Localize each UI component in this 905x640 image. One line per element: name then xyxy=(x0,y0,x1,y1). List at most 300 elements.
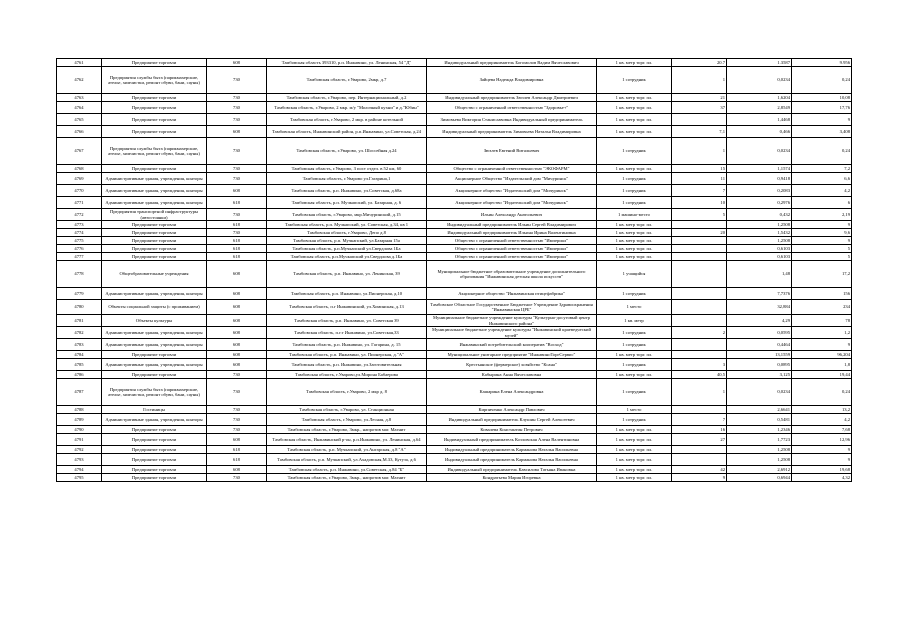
annual-volume-cell: 2,6912 xyxy=(727,466,792,474)
annual-volume-cell: 4,29 xyxy=(727,315,792,327)
record-number-cell: 4775 xyxy=(57,237,102,245)
calculation-unit-cell: 1 сотрудник xyxy=(597,379,672,406)
table-row xyxy=(57,359,852,371)
organization-name-cell: Ильин Александр Анатольевич xyxy=(427,209,597,221)
calculation-unit-cell: 1 кв. метр торг. пл. xyxy=(597,371,672,379)
record-number-cell: 4767 xyxy=(57,138,102,165)
annual-volume-cell: 1,6204 xyxy=(727,94,792,102)
organization-name-cell: Инжавинский потребительский кооператив "Восход" xyxy=(427,339,597,351)
organization-name-cell: Акционерное общество "Инжавинская птицефабрика" xyxy=(427,288,597,300)
organization-name-cell: Индивидуальный предприниматель Ильин Сергей Владимирович xyxy=(427,221,597,229)
unit-quantity-cell xyxy=(672,261,727,288)
organization-name-cell: Акционерное общество "Издательский дом "Мичуринск" xyxy=(427,197,597,209)
calculation-unit-cell: 1 сотрудник xyxy=(597,288,672,300)
calculation-unit-cell: 1 кв. метр торг. пл. xyxy=(597,474,672,482)
calculation-unit-cell: 1 кв. метр торг. пл. xyxy=(597,102,672,114)
unit-quantity-cell xyxy=(672,221,727,229)
calculation-unit-cell: 1 сотрудник xyxy=(597,67,672,94)
organization-name-cell: Ковалева Константин Петрович xyxy=(427,426,597,434)
object-category-cell: Предприятия службы быта (парикмахерские, ателье, химчистки, ремонт обуви, бани, сауны) xyxy=(102,67,207,94)
record-number-cell: 4786 xyxy=(57,371,102,379)
annual-volume-cell: 32,884 xyxy=(727,300,792,315)
annual-norm-cell: 9,6 xyxy=(792,229,852,237)
table-row xyxy=(57,102,852,114)
annual-norm-cell: 2,19 xyxy=(792,209,852,221)
unit-quantity-cell: 1 xyxy=(672,138,727,165)
municipality-code-cell: 608 xyxy=(207,300,267,315)
record-number-cell: 4763 xyxy=(57,94,102,102)
annual-norm-cell: 9 xyxy=(792,237,852,245)
annual-volume-cell: 0,2083 xyxy=(727,185,792,197)
record-number-cell: 4761 xyxy=(57,59,102,67)
record-number-cell: 4779 xyxy=(57,288,102,300)
annual-norm-cell: 19,68 xyxy=(792,466,852,474)
object-category-cell: Предприятие торговли xyxy=(102,454,207,466)
calculation-unit-cell: 1 кв. метр торг. пл. xyxy=(597,351,672,359)
object-category-cell: Предприятие торговли xyxy=(102,434,207,446)
organization-name-cell: Зимовьева Виктория Станиславовна Индивидуальный предприниматель xyxy=(427,114,597,126)
object-category-cell: Предприятие торговли xyxy=(102,245,207,253)
table-row xyxy=(57,126,852,138)
object-address-cell: Тамбовская область, г.Уварово, ул.Лесная, д.8 xyxy=(267,414,427,426)
unit-quantity-cell xyxy=(672,288,727,300)
object-address-cell: Тамбовская область, р.п. Мучкапский, ул. Советская, д.34, кв 1 xyxy=(267,221,427,229)
record-number-cell: 4773 xyxy=(57,221,102,229)
object-address-cell: Тамбовская область, г.Уварово, 2мкр, д.7 xyxy=(267,67,427,94)
object-address-cell: Тамбовская область, р.п.Мучкапский ул.Свердлова д.1Ба xyxy=(267,253,427,261)
object-address-cell: Тамбовская область, г.Уварово, 2 мкр д. 8 xyxy=(267,379,427,406)
unit-quantity-cell: 9 xyxy=(672,474,727,482)
unit-quantity-cell: 7 xyxy=(672,185,727,197)
unit-quantity-cell: 1 xyxy=(672,379,727,406)
object-address-cell: Тамбовская область, р.п. Инжавино, ул.Советская, д.84 "Б" xyxy=(267,466,427,474)
table-row xyxy=(57,315,852,327)
annual-norm-cell: 5 xyxy=(792,245,852,253)
organization-name-cell: Индивидуальный предприниматель Карманова Наталья Васильевна xyxy=(427,446,597,454)
record-number-cell: 4762 xyxy=(57,67,102,94)
object-category-cell: Административные здания, учреждения, конторы xyxy=(102,359,207,371)
organization-name-cell: Кондратьева Мария Игоревна xyxy=(427,474,597,482)
annual-norm-cell: 17,76 xyxy=(792,102,852,114)
object-address-cell: Тамбовская область, р.п. Инжавино, ул. Ленинская, 39 xyxy=(267,261,427,288)
table-row xyxy=(57,446,852,454)
annual-norm-cell: 0,24 xyxy=(792,138,852,165)
annual-norm-cell: 7,68 xyxy=(792,426,852,434)
unit-quantity-cell xyxy=(672,245,727,253)
annual-volume-cell: 13,1559 xyxy=(727,351,792,359)
record-number-cell: 4770 xyxy=(57,185,102,197)
table-row xyxy=(57,351,852,359)
record-number-cell: 4792 xyxy=(57,446,102,454)
calculation-unit-cell: 1 кв. метр торг. пл. xyxy=(597,454,672,466)
calculation-unit-cell: 1 кв. метр торг. пл. xyxy=(597,466,672,474)
object-category-cell: Предприятие торговли xyxy=(102,426,207,434)
object-category-cell: Общеобразовательные учреждения xyxy=(102,261,207,288)
organization-name-cell: Индивидуальный предприниматель Карманова Наталья Васильевна xyxy=(427,454,597,466)
object-address-cell: Тамбовская область, р.п.Мучкапский ул.Свердлова 1Ба xyxy=(267,245,427,253)
municipality-code-cell: 730 xyxy=(207,406,267,414)
record-number-cell: 4782 xyxy=(57,327,102,339)
annual-volume-cell: 1,2508 xyxy=(727,454,792,466)
annual-volume-cell: 0,6103 xyxy=(727,245,792,253)
annual-norm-cell: 0,24 xyxy=(792,67,852,94)
municipality-code-cell: 730 xyxy=(207,138,267,165)
register-table-body xyxy=(57,59,852,482)
record-number-cell: 4785 xyxy=(57,359,102,371)
unit-quantity-cell xyxy=(672,339,727,351)
object-address-cell: Тамбовская область, п.г.т Инжавино, ул.Советская,33 xyxy=(267,327,427,339)
object-address-cell: Тамбовская область, г.Уварово, 3 пост отдел. в 52 км, 60 xyxy=(267,165,427,173)
organization-name-cell: Индивидуальный предприниматель Кавсилова Татьяна Ивановна xyxy=(427,466,597,474)
annual-norm-cell: 0,24 xyxy=(792,379,852,406)
object-category-cell: Административные здания, учреждения, конторы xyxy=(102,173,207,185)
object-address-cell: Тамбовская область, р.п. Инжавино, ул.Заготовительная xyxy=(267,359,427,371)
municipality-code-cell: 730 xyxy=(207,414,267,426)
municipality-code-cell: 608 xyxy=(207,434,267,446)
record-number-cell: 4766 xyxy=(57,126,102,138)
unit-quantity-cell: 40,5 xyxy=(672,371,727,379)
municipality-code-cell: 608 xyxy=(207,339,267,351)
annual-norm-cell: 10,08 xyxy=(792,94,852,102)
object-address-cell: Тамбовская область, р.п. Инжавино, ул. Гагарина, д. 15 xyxy=(267,339,427,351)
unit-quantity-cell xyxy=(672,406,727,414)
calculation-unit-cell: 1 кв. метр торг. пл. xyxy=(597,253,672,261)
municipality-code-cell: 730 xyxy=(207,229,267,237)
calculation-unit-cell: 1 сотрудник xyxy=(597,173,672,185)
object-category-cell: Предприятие торговли xyxy=(102,371,207,379)
object-address-cell: Тамбовская область, г.Уварово, ул. Шоссейная д.24 xyxy=(267,138,427,165)
table-row xyxy=(57,288,852,300)
object-address-cell: Тамбовская область 393310, р.п. Инжавино, ул. Ленинская, 54 "Д" xyxy=(267,59,427,67)
annual-norm-cell: 9 xyxy=(792,339,852,351)
table-row xyxy=(57,300,852,315)
annual-norm-cell: 9 xyxy=(792,221,852,229)
calculation-unit-cell: 1 кв. метр торг. пл. xyxy=(597,126,672,138)
table-row xyxy=(57,173,852,185)
object-address-cell: Тамбовская область, р.п. Инжавино, ул. Советская 39 xyxy=(267,315,427,327)
table-row xyxy=(57,454,852,466)
object-address-cell: Тамбовская область, р.п. Инжавино, ул.Советская, д.68а xyxy=(267,185,427,197)
annual-volume-cell: 0,5481 xyxy=(727,414,792,426)
municipality-code-cell: 618 xyxy=(207,197,267,209)
annual-volume-cell: 1,48 xyxy=(727,261,792,288)
table-row xyxy=(57,94,852,102)
calculation-unit-cell: 1 учащийся xyxy=(597,261,672,288)
annual-norm-cell: 96,204 xyxy=(792,351,852,359)
table-row xyxy=(57,165,852,173)
organization-name-cell: Индивидуальный предприниматель Клушин Сергей Алексеевич xyxy=(427,414,597,426)
unit-quantity-cell xyxy=(672,454,727,466)
municipality-code-cell: 730 xyxy=(207,474,267,482)
unit-quantity-cell: 5 xyxy=(672,209,727,221)
organization-name-cell: Кабырина Анна Вячеславовна xyxy=(427,371,597,379)
annual-volume-cell: 0,2976 xyxy=(727,197,792,209)
organization-name-cell: Крестьянское (фермерское) хозяйство "Ксана" xyxy=(427,359,597,371)
calculation-unit-cell: 1 кв. метр торг. пл. xyxy=(597,434,672,446)
record-number-cell: 4778 xyxy=(57,261,102,288)
organization-name-cell: Кашарина Елена Александровна xyxy=(427,379,597,406)
object-category-cell: Предприятия транспортной инфраструктуры (автостоянки) xyxy=(102,209,207,221)
annual-volume-cell: 1,2508 xyxy=(727,221,792,229)
organization-name-cell: Общество с ограниченной ответственностью "Империал" xyxy=(427,237,597,245)
municipality-code-cell: 618 xyxy=(207,221,267,229)
object-category-cell: Предприятие торговли xyxy=(102,59,207,67)
unit-quantity-cell: 2 xyxy=(672,327,727,339)
table-row xyxy=(57,237,852,245)
organization-name-cell: Тамбовское Областное Государственное Бюджетное Учреждение Здравоохранения "Инжавинская ЦРБ" xyxy=(427,300,597,315)
record-number-cell: 4789 xyxy=(57,414,102,426)
table-row xyxy=(57,371,852,379)
unit-quantity-cell xyxy=(672,253,727,261)
table-row xyxy=(57,474,852,482)
object-address-cell: Тамбовская область, г.Уварово, пер. Интернациональный, д.2 xyxy=(267,94,427,102)
table-row xyxy=(57,138,852,165)
object-category-cell: Гостиницы xyxy=(102,406,207,414)
calculation-unit-cell: 1 сотрудник xyxy=(597,339,672,351)
annual-volume-cell: 7,7376 xyxy=(727,288,792,300)
table-row xyxy=(57,466,852,474)
record-number-cell: 4781 xyxy=(57,315,102,327)
calculation-unit-cell: 1 кв. метр торг. пл. xyxy=(597,426,672,434)
record-number-cell: 4769 xyxy=(57,173,102,185)
organization-name-cell: Общество с ограниченной ответственностью "Здоровье+" xyxy=(427,102,597,114)
object-address-cell: Тамбовская область, р.п. Мучкапский, ул.Базарная 15а xyxy=(267,237,427,245)
annual-norm-cell: 9.956 xyxy=(792,59,852,67)
table-row xyxy=(57,245,852,253)
unit-quantity-cell xyxy=(672,315,727,327)
record-number-cell: 4784 xyxy=(57,351,102,359)
calculation-unit-cell: 1 сотрудник xyxy=(597,197,672,209)
annual-volume-cell: 0,4464 xyxy=(727,339,792,351)
annual-volume-cell: 1.3587 xyxy=(727,59,792,67)
object-category-cell: Административные здания, учреждения, конторы xyxy=(102,339,207,351)
table-row xyxy=(57,414,852,426)
unit-quantity-cell xyxy=(672,237,727,245)
municipality-code-cell: 730 xyxy=(207,371,267,379)
annual-norm-cell: 6 xyxy=(792,197,852,209)
annual-volume-cell: 0,6103 xyxy=(727,253,792,261)
annual-volume-cell: 1,2508 xyxy=(727,237,792,245)
record-number-cell: 4787 xyxy=(57,379,102,406)
annual-norm-cell: 78 xyxy=(792,315,852,327)
record-number-cell: 4788 xyxy=(57,406,102,414)
calculation-unit-cell: 1 кв. метр торг. пл. xyxy=(597,221,672,229)
calculation-unit-cell: 1 кв. метр торг. пл. xyxy=(597,237,672,245)
annual-norm-cell: 4,32 xyxy=(792,474,852,482)
organization-name-cell: Зюзлев Евгений Витальевич xyxy=(427,138,597,165)
municipality-code-cell: 730 xyxy=(207,209,267,221)
record-number-cell: 4768 xyxy=(57,165,102,173)
municipality-code-cell: 730 xyxy=(207,173,267,185)
object-category-cell: Предприятие торговли xyxy=(102,221,207,229)
object-address-cell: Тамбовская область, г.Уварово, 2 мкр. м/у "Молочный кухни" и д."Юбин" xyxy=(267,102,427,114)
annual-norm-cell: 12,96 xyxy=(792,434,852,446)
record-number-cell: 4780 xyxy=(57,300,102,315)
municipality-code-cell: 608 xyxy=(207,59,267,67)
annual-volume-cell: 2,6641 xyxy=(727,406,792,414)
register-table xyxy=(56,58,852,482)
municipality-code-cell: 608 xyxy=(207,466,267,474)
object-address-cell: Тамбовская область, г.Уварово, ул. Станционная xyxy=(267,406,427,414)
unit-quantity-cell: 20.7 xyxy=(672,59,727,67)
unit-quantity-cell: 21 xyxy=(672,94,727,102)
organization-name-cell: Акционерное общество "Издательский дом "Мичуринск" xyxy=(427,185,597,197)
organization-name-cell: Общество с ограниченной ответственностью "Империал" xyxy=(427,245,597,253)
unit-quantity-cell: 3 xyxy=(672,359,727,371)
unit-quantity-cell xyxy=(672,351,727,359)
object-address-cell: Тамбовская область, р.п. Инжавино, ул. Пионерская, д."А" xyxy=(267,351,427,359)
object-category-cell: Административные здания, учреждения, конторы xyxy=(102,327,207,339)
unit-quantity-cell: 1 xyxy=(672,67,727,94)
object-address-cell: Тамбовская область, г.Уварово ул.Гагарина,1 xyxy=(267,173,427,185)
calculation-unit-cell: 1 кв. метр торг. пл. xyxy=(597,446,672,454)
table-row xyxy=(57,197,852,209)
organization-name-cell: Муниципальное бюджетное образовательное учреждение дополнительного образования "Инжавинская детская школа искусств" xyxy=(427,261,597,288)
annual-volume-cell: 1,1574 xyxy=(727,165,792,173)
annual-volume-cell: 0,0234 xyxy=(727,138,792,165)
unit-quantity-cell: 42 xyxy=(672,466,727,474)
unit-quantity-cell: 7,1 xyxy=(672,126,727,138)
table-row xyxy=(57,434,852,446)
annual-volume-cell: 0,432 xyxy=(727,209,792,221)
calculation-unit-cell: 1 сотрудник xyxy=(597,359,672,371)
municipality-code-cell: 618 xyxy=(207,245,267,253)
object-category-cell: Предприятия службы быта (парикмахерские, ателье, химчистки, ремонт обуви, бани, сауны) xyxy=(102,138,207,165)
annual-volume-cell: 0,0895 xyxy=(727,359,792,371)
annual-volume-cell: 1,2508 xyxy=(727,446,792,454)
register-sheet xyxy=(56,58,851,482)
object-category-cell: Объекты культуры xyxy=(102,315,207,327)
annual-norm-cell: 156 xyxy=(792,288,852,300)
annual-volume-cell: 0,9418 xyxy=(727,173,792,185)
calculation-unit-cell: 1 сотрудник xyxy=(597,185,672,197)
calculation-unit-cell: 1 машино-место xyxy=(597,209,672,221)
organization-name-cell: Муниципальное бюджетное учреждение культуры "Инжавинский краеведческий музей" xyxy=(427,327,597,339)
unit-quantity-cell: 20 xyxy=(672,229,727,237)
calculation-unit-cell: 1 кв. метр торг. пл. xyxy=(597,245,672,253)
object-address-cell: Тамбовская область, г.Уварово, 3мкр., напротив маг. Магнит xyxy=(267,474,427,482)
annual-volume-cell: 0,0595 xyxy=(727,327,792,339)
unit-quantity-cell: 27 xyxy=(672,434,727,446)
table-row xyxy=(57,339,852,351)
municipality-code-cell: 608 xyxy=(207,359,267,371)
calculation-unit-cell: 1 сотрудник xyxy=(597,138,672,165)
object-category-cell: Предприятие торговли xyxy=(102,466,207,474)
table-row xyxy=(57,379,852,406)
table-row xyxy=(57,253,852,261)
annual-norm-cell: 13,2 xyxy=(792,406,852,414)
record-number-cell: 4791 xyxy=(57,434,102,446)
object-category-cell: Предприятие торговли xyxy=(102,474,207,482)
annual-norm-cell: 9 xyxy=(792,454,852,466)
municipality-code-cell: 608 xyxy=(207,126,267,138)
annual-norm-cell: 6,6 xyxy=(792,173,852,185)
table-row xyxy=(57,185,852,197)
annual-norm-cell: 234 xyxy=(792,300,852,315)
table-row xyxy=(57,229,852,237)
object-category-cell: Предприятие торговли xyxy=(102,351,207,359)
annual-volume-cell: 0,0234 xyxy=(727,67,792,94)
object-category-cell: Предприятие торговли xyxy=(102,446,207,454)
object-address-cell: Тамбовская область, г.Уварово,ул.Мирона Бабаерова xyxy=(267,371,427,379)
record-number-cell: 4795 xyxy=(57,474,102,482)
record-number-cell: 4793 xyxy=(57,454,102,466)
record-number-cell: 4790 xyxy=(57,426,102,434)
calculation-unit-cell: 1 кв. метр торг. пл. xyxy=(597,59,672,67)
municipality-code-cell: 608 xyxy=(207,288,267,300)
municipality-code-cell: 618 xyxy=(207,237,267,245)
record-number-cell: 4776 xyxy=(57,245,102,253)
unit-quantity-cell xyxy=(672,446,727,454)
object-category-cell: Предприятие торговли xyxy=(102,126,207,138)
municipality-code-cell: 618 xyxy=(207,446,267,454)
annual-norm-cell: 5 xyxy=(792,253,852,261)
object-address-cell: Тамбовская область, Инжавинский район, р.п.Инжавино, ул.Советская, д.24 xyxy=(267,126,427,138)
calculation-unit-cell: 1 кв. метр торг. пл. xyxy=(597,229,672,237)
object-address-cell: Тамбовская область, р.п. Мучкапский, ул. Базарная, д. 6 xyxy=(267,197,427,209)
annual-norm-cell: 1,2 xyxy=(792,327,852,339)
calculation-unit-cell: 1 место xyxy=(597,406,672,414)
annual-volume-cell: 1,2346 xyxy=(727,426,792,434)
municipality-code-cell: 618 xyxy=(207,454,267,466)
organization-name-cell: Зайцева Надежда Владимировна xyxy=(427,67,597,94)
organization-name-cell: Кирпиченко Александр Павлович xyxy=(427,406,597,414)
annual-norm-cell: 3,408 xyxy=(792,126,852,138)
calculation-unit-cell: 1 сотрудник xyxy=(597,327,672,339)
record-number-cell: 4765 xyxy=(57,114,102,126)
object-address-cell: Тамбовская область, р.п. Мучкапский, ул.Ахадовская,М.33, Кутуза, д.6 xyxy=(267,454,427,466)
table-row xyxy=(57,114,852,126)
annual-norm-cell: 7,2 xyxy=(792,165,852,173)
unit-quantity-cell: 37 xyxy=(672,102,727,114)
municipality-code-cell: 608 xyxy=(207,261,267,288)
annual-volume-cell: 1,4468 xyxy=(727,114,792,126)
calculation-unit-cell: 1 кв. метр торг. пл. xyxy=(597,94,672,102)
object-address-cell: Тамбовская область, г.Уварово, 3мкр., напротив маг. Магнит xyxy=(267,426,427,434)
object-address-cell: Тамбовская область, р.п. Мучкапский, ул.Ангарская, д.8 "А" xyxy=(267,446,427,454)
object-address-cell: Тамбовская область, Инжавинский р-он, р.п.Инжавино, ул. Ленинская, д.64 xyxy=(267,434,427,446)
table-row xyxy=(57,59,852,67)
object-category-cell: Предприятие торговли xyxy=(102,229,207,237)
municipality-code-cell: 608 xyxy=(207,315,267,327)
calculation-unit-cell: 1 кв. метр торг. пл. xyxy=(597,165,672,173)
record-number-cell: 4772 xyxy=(57,209,102,221)
unit-quantity-cell xyxy=(672,114,727,126)
object-address-cell: Тамбовская область, р.п. Инжавино, ул.Пионерская, д.10 xyxy=(267,288,427,300)
object-address-cell: Тамбовская область, г.Уварово, 2 мкр. в районе котельной xyxy=(267,114,427,126)
table-row xyxy=(57,406,852,414)
annual-norm-cell: 19,44 xyxy=(792,371,852,379)
calculation-unit-cell: 1 кв. метр торг. пл. xyxy=(597,114,672,126)
table-row xyxy=(57,209,852,221)
municipality-code-cell: 730 xyxy=(207,67,267,94)
calculation-unit-cell: 1 сотрудник xyxy=(597,414,672,426)
record-number-cell: 4777 xyxy=(57,253,102,261)
object-category-cell: Предприятие торговли xyxy=(102,114,207,126)
object-category-cell: Объекты социальной защиты (с проживанием) xyxy=(102,300,207,315)
table-row xyxy=(57,221,852,229)
municipality-code-cell: 618 xyxy=(207,253,267,261)
organization-name-cell: Акционерное Общество "Издательский дом "Мичуринск" xyxy=(427,173,597,185)
unit-quantity-cell: 10 xyxy=(672,197,727,209)
object-address-cell: Тамбовская область, г.Уварово, Депо д.8 xyxy=(267,229,427,237)
municipality-code-cell: 730 xyxy=(207,102,267,114)
calculation-unit-cell: 1 кв. метр xyxy=(597,315,672,327)
organization-name-cell: Индивидуальный предприниматель Зюзлев Александр Дмитриевич xyxy=(427,94,597,102)
object-category-cell: Предприятие торговли xyxy=(102,237,207,245)
annual-norm-cell: 9 xyxy=(792,446,852,454)
unit-quantity-cell xyxy=(672,300,727,315)
